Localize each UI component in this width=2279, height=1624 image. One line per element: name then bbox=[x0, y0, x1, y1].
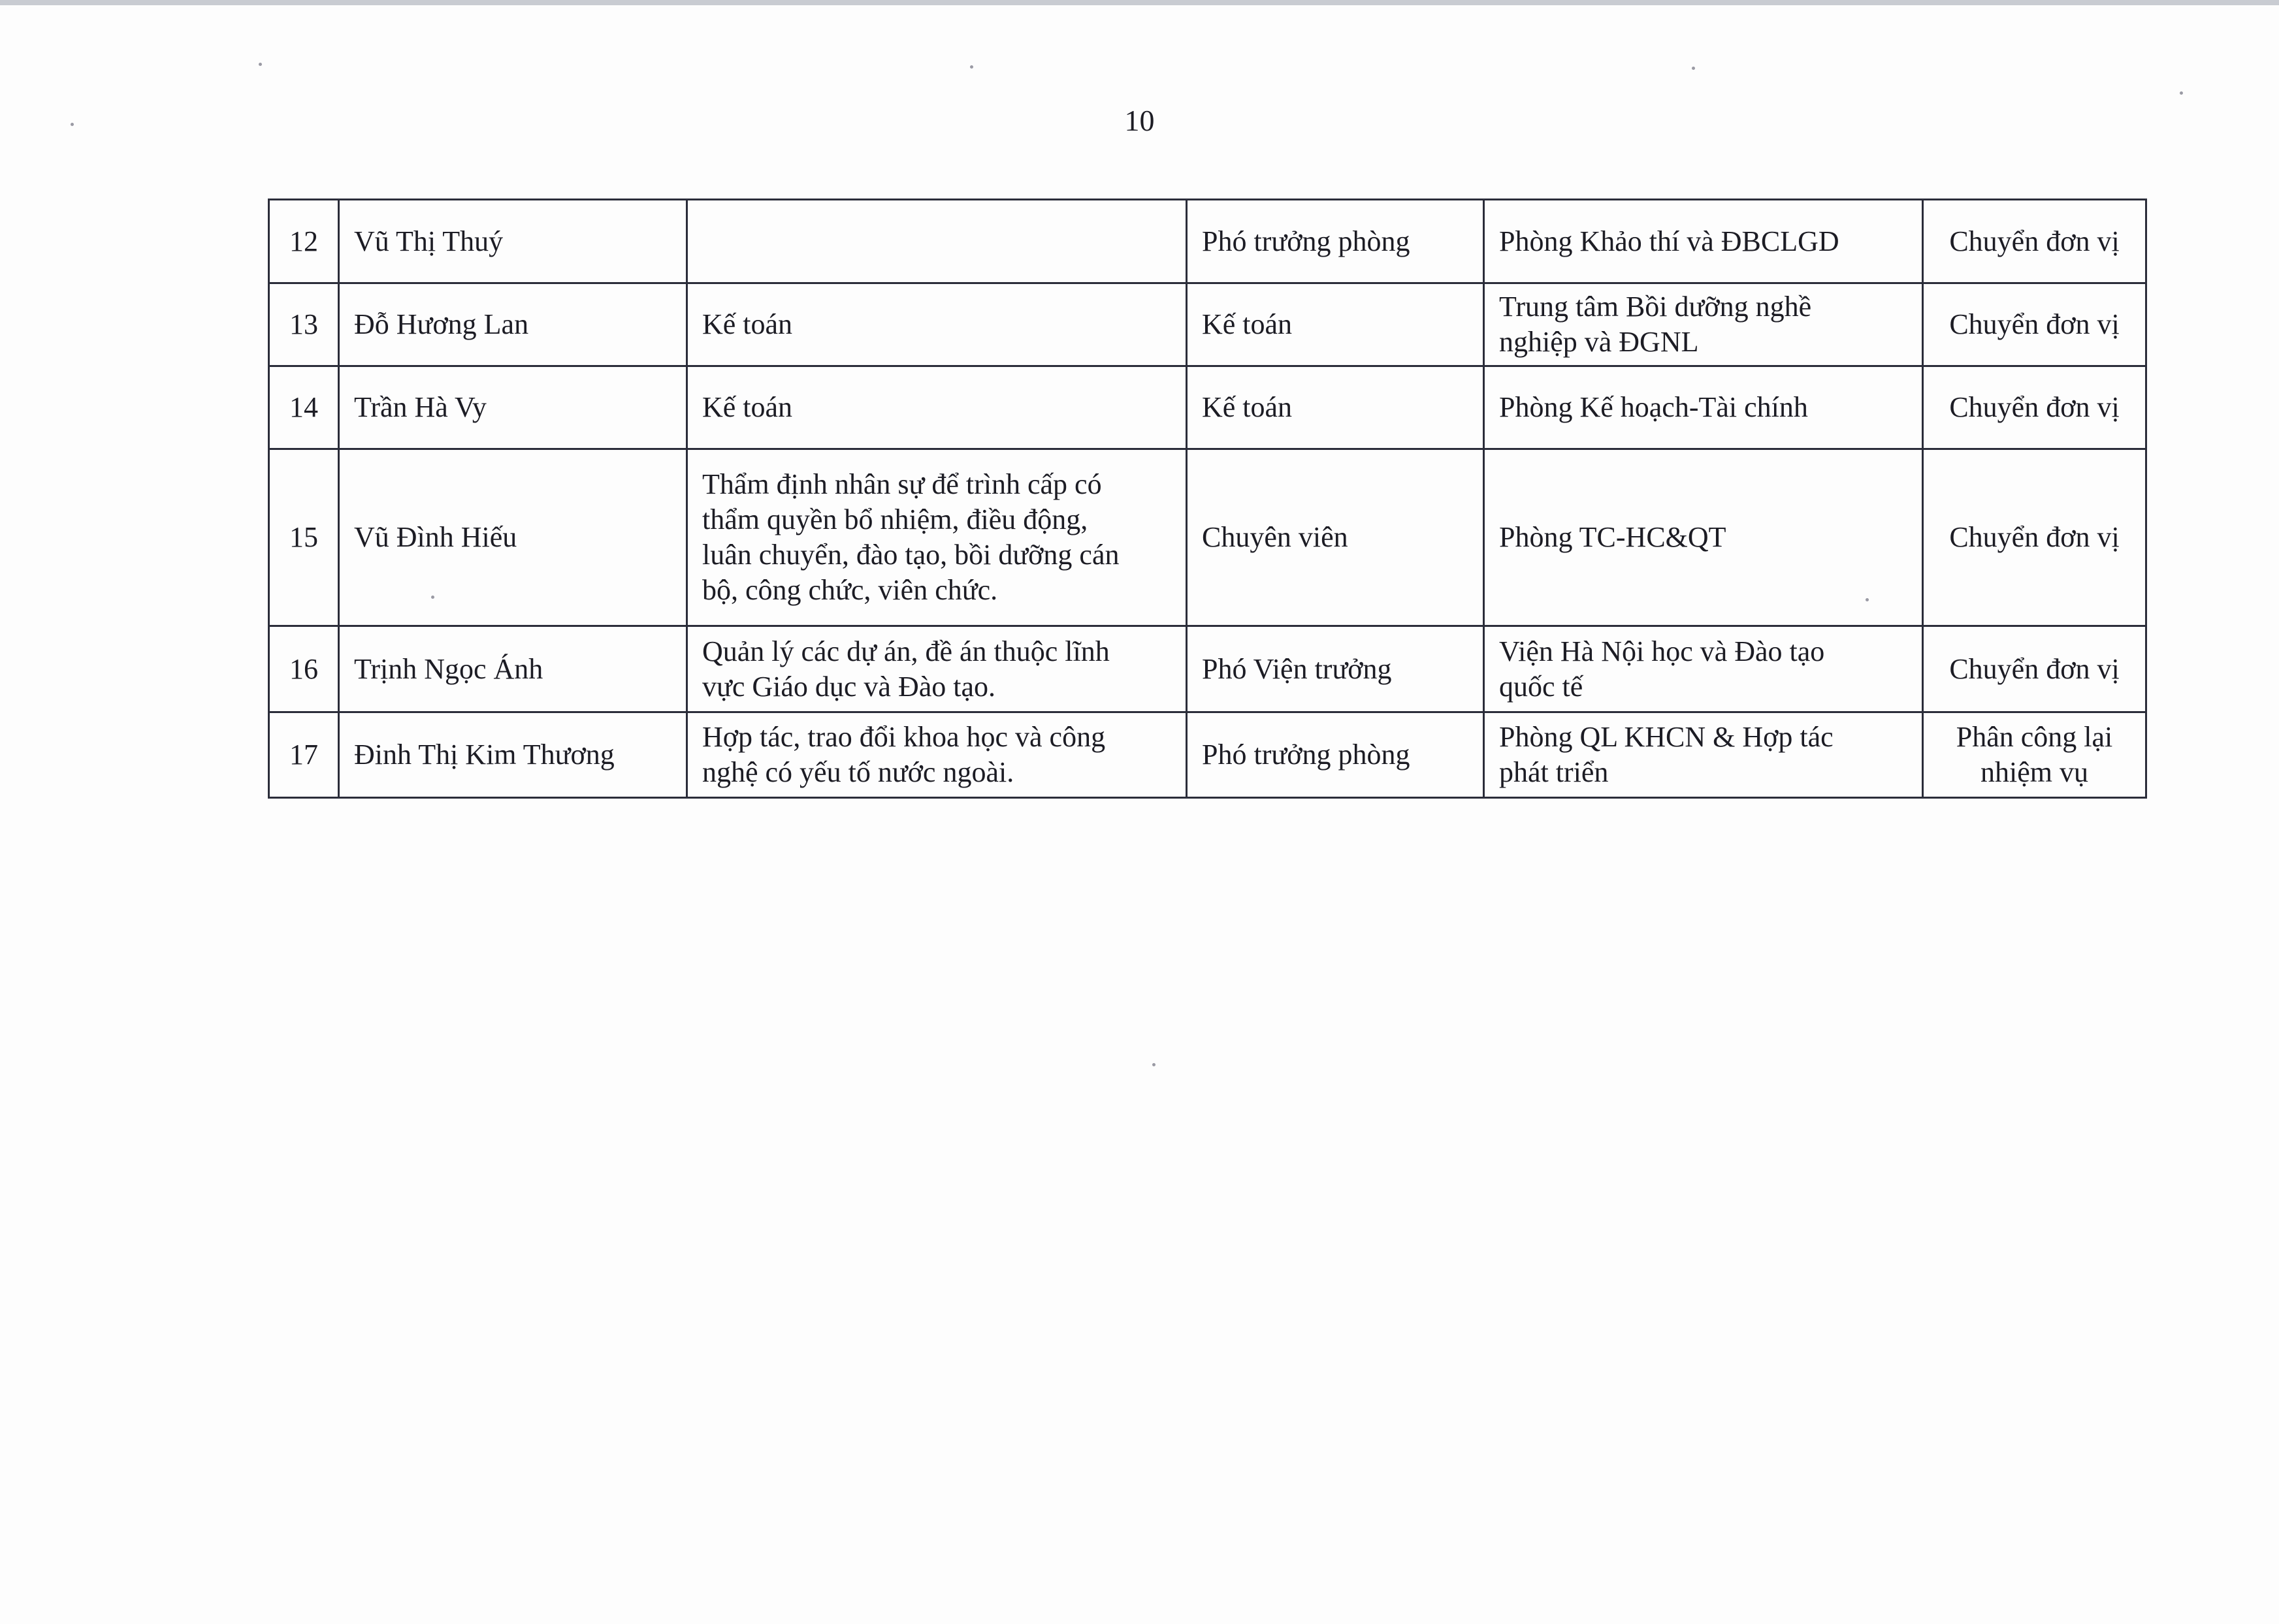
work-unit: Phòng Khảo thí và ĐBCLGD bbox=[1484, 200, 1923, 283]
work-unit: Viện Hà Nội học và Đào tạo quốc tế bbox=[1484, 626, 1923, 712]
job-position: Phó trưởng phòng bbox=[1187, 200, 1484, 283]
job-position: Phó Viện trưởng bbox=[1187, 626, 1484, 712]
transfer-status: Phân công lại nhiệm vụ bbox=[1923, 712, 2146, 798]
row-number: 14 bbox=[269, 366, 339, 449]
table-row bbox=[269, 200, 2146, 283]
staff-name: Vũ Thị Thuý bbox=[339, 200, 687, 283]
table-row bbox=[269, 712, 2146, 798]
staff-assignment-table bbox=[268, 199, 2147, 799]
scan-speck bbox=[2180, 91, 2183, 95]
job-position: Chuyên viên bbox=[1187, 449, 1484, 626]
staff-name: Trịnh Ngọc Ánh bbox=[339, 626, 687, 712]
job-position: Phó trưởng phòng bbox=[1187, 712, 1484, 798]
scan-speck bbox=[1152, 1063, 1156, 1066]
transfer-status: Chuyển đơn vị bbox=[1923, 366, 2146, 449]
staff-name: Trần Hà Vy bbox=[339, 366, 687, 449]
scan-speck bbox=[1692, 67, 1695, 70]
work-unit: Phòng Kế hoạch-Tài chính bbox=[1484, 366, 1923, 449]
table-row bbox=[269, 449, 2146, 626]
assigned-task bbox=[687, 200, 1187, 283]
assigned-task: Quản lý các dự án, đề án thuộc lĩnh vực Giáo dục và Đào tạo. bbox=[687, 626, 1187, 712]
assigned-task: Kế toán bbox=[687, 366, 1187, 449]
row-number: 13 bbox=[269, 283, 339, 366]
staff-name: Đinh Thị Kim Thương bbox=[339, 712, 687, 798]
assigned-task: Hợp tác, trao đổi khoa học và công nghệ có yếu tố nước ngoài. bbox=[687, 712, 1187, 798]
row-number: 16 bbox=[269, 626, 339, 712]
transfer-status: Chuyển đơn vị bbox=[1923, 283, 2146, 366]
staff-name: Vũ Đình Hiếu bbox=[339, 449, 687, 626]
row-number: 12 bbox=[269, 200, 339, 283]
scan-speck bbox=[259, 63, 262, 66]
row-number: 15 bbox=[269, 449, 339, 626]
assigned-task: Thẩm định nhân sự để trình cấp có thẩm quyền bổ nhiệm, điều động, luân chuyển, đào tạo, bồi dưỡng cán bộ, công chức, viên chức. bbox=[687, 449, 1187, 626]
transfer-status: Chuyển đơn vị bbox=[1923, 200, 2146, 283]
transfer-status: Chuyển đơn vị bbox=[1923, 449, 2146, 626]
scan-top-edge bbox=[0, 0, 2279, 5]
work-unit: Phòng QL KHCN & Hợp tác phát triển bbox=[1484, 712, 1923, 798]
assigned-task: Kế toán bbox=[687, 283, 1187, 366]
transfer-status: Chuyển đơn vị bbox=[1923, 626, 2146, 712]
page-number: 10 bbox=[1124, 104, 1155, 137]
table-row bbox=[269, 366, 2146, 449]
work-unit: Trung tâm Bồi dưỡng nghề nghiệp và ĐGNL bbox=[1484, 283, 1923, 366]
row-number: 17 bbox=[269, 712, 339, 798]
staff-name: Đỗ Hương Lan bbox=[339, 283, 687, 366]
job-position: Kế toán bbox=[1187, 366, 1484, 449]
scan-speck bbox=[970, 65, 973, 69]
table-row bbox=[269, 283, 2146, 366]
job-position: Kế toán bbox=[1187, 283, 1484, 366]
work-unit: Phòng TC-HC&QT bbox=[1484, 449, 1923, 626]
table-row bbox=[269, 626, 2146, 712]
